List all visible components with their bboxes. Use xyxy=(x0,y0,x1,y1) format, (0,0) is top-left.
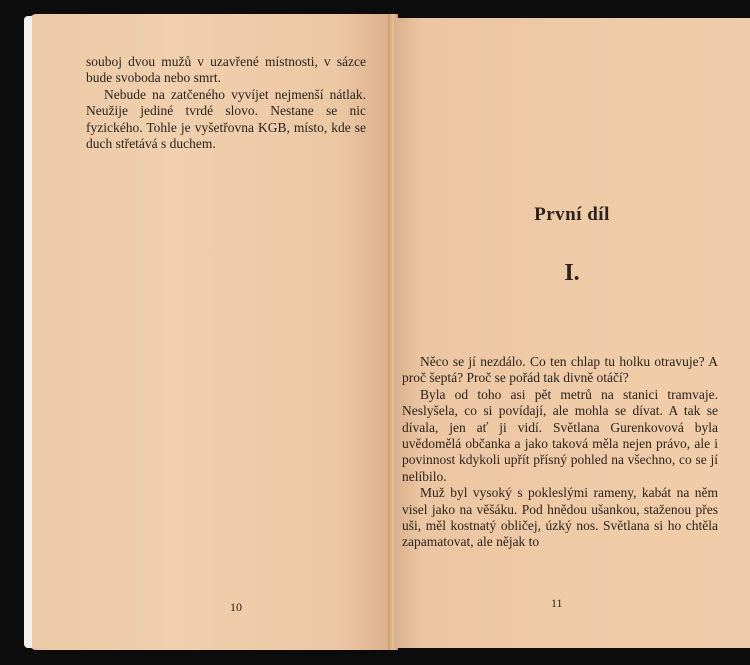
right-page xyxy=(394,18,750,648)
left-page-number: 10 xyxy=(230,600,242,614)
right-page-text xyxy=(402,354,718,551)
right-paragraph-2: Byla od toho asi pět metrů na stanici tramvaje. Neslyšela, co si povídají, ale mohla se dívat. A tak se dívala, jen ať ji vidí. Světlana Gurenkovová byla uvědomělá občanka a jako taková měla nejen právo, ale i povinnost kdykoli upřít přísný pohled na všechno, co se jí nelíbilo. xyxy=(402,386,718,484)
part-title: První díl xyxy=(534,204,610,225)
right-paragraph-3: Muž byl vysoký s pokleslými rameny, kabát na něm visel jako na věšáku. Pod hnědou ušankou, staženou přes uši, měl kostnatý obličej, úzký nos. Světlana si ho chtěla zapamatovat, ale nějak to xyxy=(402,485,718,550)
left-paragraph-2: Nebude na zatčeného vyvíjet nejmenší nátlak. Neužije jediné tvrdé slovo. Nestane se nic fyzického. Tohle je vyšetřovna KGB, místo, kde se duch střetává s duchem. xyxy=(86,86,366,152)
right-paragraph-1: Něco se jí nezdálo. Co ten chlap tu holku otravuje? A proč šeptá? Proč se pořád tak divně otáčí? xyxy=(402,354,718,386)
left-page-text xyxy=(86,54,366,152)
left-page xyxy=(30,14,394,650)
right-page-number: 11 xyxy=(551,596,563,610)
chapter-number: I. xyxy=(564,260,580,286)
left-paragraph-1: souboj dvou mužů v uzavřené místnosti, v sázce bude svoboda nebo smrt. xyxy=(86,54,366,86)
